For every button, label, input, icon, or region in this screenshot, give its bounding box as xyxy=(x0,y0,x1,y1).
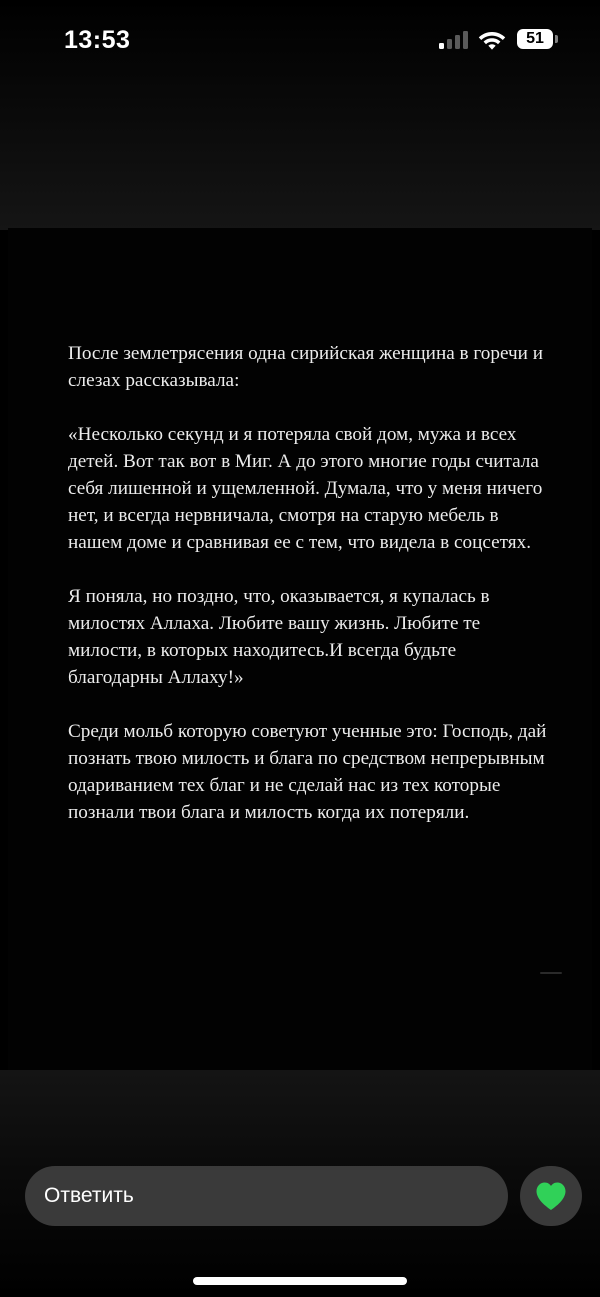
heart-icon xyxy=(535,1181,567,1211)
battery-level: 51 xyxy=(526,30,544,47)
battery-indicator xyxy=(517,29,561,51)
status-time: 13:53 xyxy=(64,26,131,54)
story-text xyxy=(68,340,548,853)
story-decoration xyxy=(540,972,562,974)
home-indicator xyxy=(193,1277,407,1285)
story-paragraph: Я поняла, но поздно, что, оказывается, я купалась в милостях Аллаха. Любите вашу жизнь. Любите те милости, в которых находитесь.И всегда будьте благодарны Аллаху!» xyxy=(68,586,490,688)
story-image[interactable] xyxy=(8,228,592,1070)
reply-input[interactable] xyxy=(25,1166,508,1226)
like-button[interactable] xyxy=(520,1166,582,1226)
story-paragraph: Среди мольб которую советуют ученные это: Господь, дай познать твою милость и блага по средством непрерывным одариванием тех благ и не сделай нас из тех которые познали твои блага и милость когда их потеряли. xyxy=(68,721,547,823)
wifi-icon xyxy=(478,28,506,50)
story-paragraph: После землетрясения одна сирийская женщина в горечи и слезах рассказывала: xyxy=(68,343,543,391)
battery-tip xyxy=(555,35,558,43)
story-paragraph: «Несколько секунд и я потеряла свой дом, мужа и всех детей. Вот так вот в Миг. А до этого многие годы считала себя лишенной и ущемленной. Думала, что у меня ничего нет, и всегда нервничала, смотря на старую мебель в нашем доме и сравнивая ее с тем, что видела в соцсетях. xyxy=(68,424,543,553)
cellular-signal-icon xyxy=(439,31,469,49)
status-bar xyxy=(0,0,600,80)
reply-placeholder: Ответить xyxy=(44,1184,134,1207)
